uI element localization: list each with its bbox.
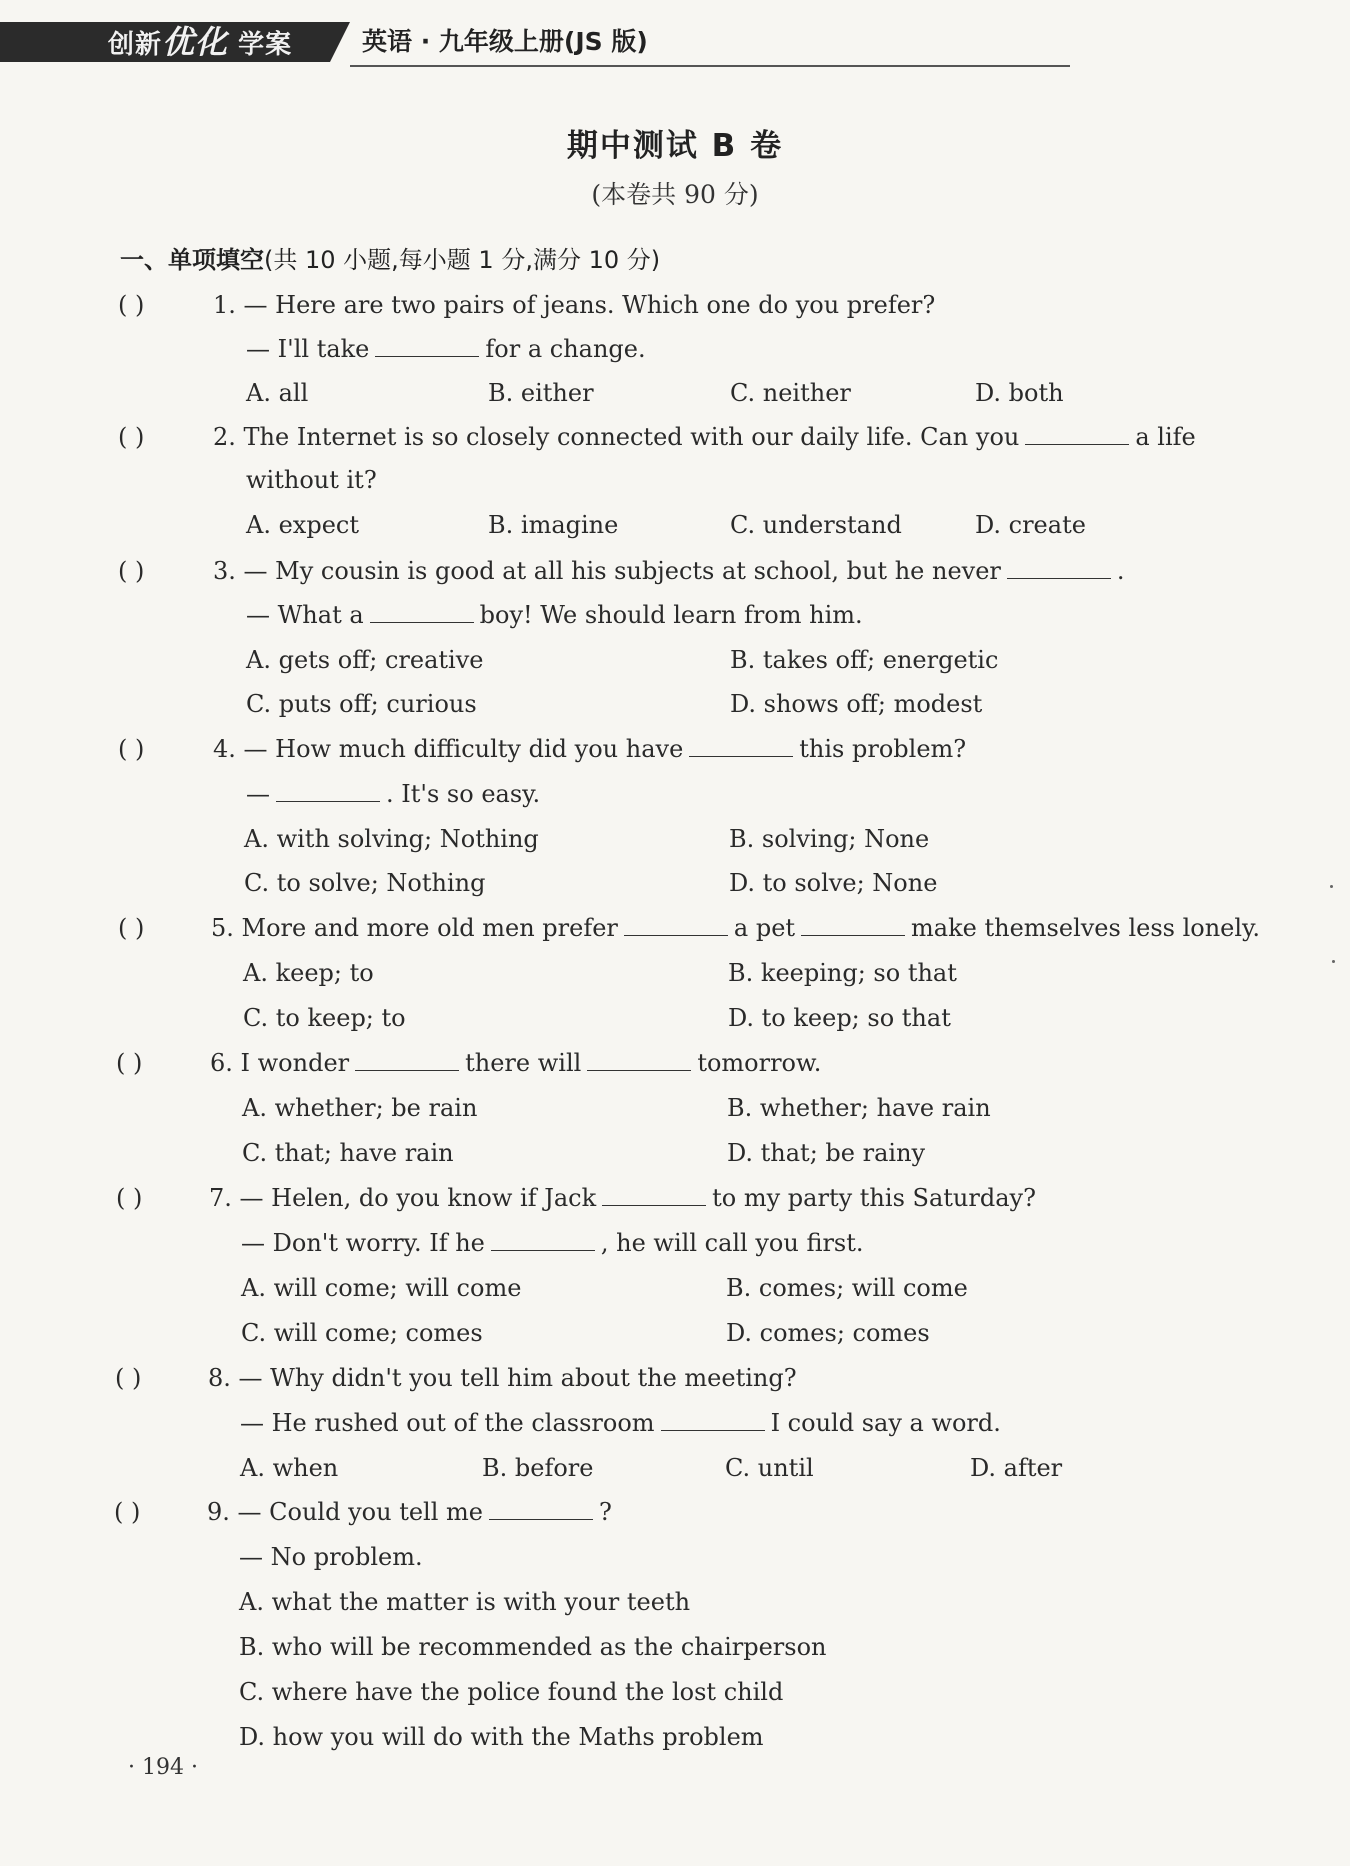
page-number: · 194 · <box>128 1755 198 1780</box>
q9-reply: — No problem. <box>239 1543 423 1571</box>
answer-paren-1[interactable]: ( ) <box>118 291 145 319</box>
q3-option-a[interactable]: A. gets off; creative <box>246 646 484 674</box>
q4-stem: 4. — How much difficulty did you have this problem? <box>213 735 967 763</box>
brand-logo: 创新优化 学案 <box>0 22 330 62</box>
answer-paren-6[interactable]: ( ) <box>116 1049 143 1077</box>
q7-option-d[interactable]: D. comes; comes <box>726 1319 930 1347</box>
answer-paren-9[interactable]: ( ) <box>114 1498 141 1526</box>
q1-option-b[interactable]: B. either <box>488 379 594 407</box>
page-header <box>0 22 1350 66</box>
blank <box>587 1048 691 1071</box>
book-title: 英语 · 九年级上册(JS 版) <box>362 27 648 56</box>
page-title: 期中测试 B 卷 <box>566 128 784 164</box>
blank <box>491 1228 595 1251</box>
q2-option-c[interactable]: C. understand <box>730 511 902 539</box>
blank <box>355 1048 459 1071</box>
blank <box>801 913 905 936</box>
q7-stem: 7. — Helen, do you know if Jack to my party this Saturday? <box>209 1184 1036 1212</box>
blank <box>624 913 728 936</box>
q8-option-a[interactable]: A. when <box>240 1454 339 1482</box>
q3-stem: 3. — My cousin is good at all his subjects at school, but he never . <box>213 557 1125 585</box>
q2-option-d[interactable]: D. create <box>975 511 1086 539</box>
answer-paren-8[interactable]: ( ) <box>115 1364 142 1392</box>
q3-reply: — What a boy! We should learn from him. <box>246 601 863 629</box>
q4-option-d[interactable]: D. to solve; None <box>729 869 938 897</box>
q6-stem: 6. I wonder there will tomorrow. <box>210 1049 822 1077</box>
brand-tab-decoration <box>330 22 350 62</box>
answer-paren-3[interactable]: ( ) <box>118 557 145 585</box>
q9-option-d[interactable]: D. how you will do with the Maths problem <box>239 1723 764 1751</box>
q7-reply: — Don't worry. If he , he will call you first. <box>241 1229 864 1257</box>
blank <box>689 734 793 757</box>
scan-speck <box>1332 960 1335 963</box>
q5-option-c[interactable]: C. to keep; to <box>243 1004 406 1032</box>
q8-option-c[interactable]: C. until <box>725 1454 814 1482</box>
q1-option-c[interactable]: C. neither <box>730 379 851 407</box>
blank <box>602 1183 706 1206</box>
blank <box>370 600 474 623</box>
q9-option-b[interactable]: B. who will be recommended as the chairperson <box>239 1633 827 1661</box>
q1-stem: 1. — Here are two pairs of jeans. Which one do you prefer? <box>213 291 936 319</box>
blank <box>1007 556 1111 579</box>
header-rule <box>350 65 1070 67</box>
blank <box>276 779 380 802</box>
q1-option-a[interactable]: A. all <box>246 379 309 407</box>
q8-stem: 8. — Why didn't you tell him about the meeting? <box>208 1364 797 1392</box>
q9-stem: 9. — Could you tell me ? <box>207 1498 612 1526</box>
section-heading: 一、单项填空(共 10 小题,每小题 1 分,满分 10 分) <box>120 246 661 274</box>
q2-stem: 2. The Internet is so closely connected with our daily life. Can you a life <box>213 423 1196 451</box>
q6-option-a[interactable]: A. whether; be rain <box>242 1094 478 1122</box>
q1-option-d[interactable]: D. both <box>975 379 1064 407</box>
page-subtitle: (本卷共 90 分) <box>591 180 759 209</box>
q7-option-c[interactable]: C. will come; comes <box>241 1319 483 1347</box>
q5-option-b[interactable]: B. keeping; so that <box>728 959 957 987</box>
blank <box>375 334 479 357</box>
q4-option-b[interactable]: B. solving; None <box>729 825 930 853</box>
q8-option-b[interactable]: B. before <box>482 1454 594 1482</box>
q8-option-d[interactable]: D. after <box>970 1454 1063 1482</box>
scan-speck <box>1330 885 1333 888</box>
q5-stem: 5. More and more old men prefer a pet make themselves less lonely. <box>211 914 1261 942</box>
q3-option-d[interactable]: D. shows off; modest <box>730 690 983 718</box>
answer-paren-4[interactable]: ( ) <box>118 735 145 763</box>
q9-option-a[interactable]: A. what the matter is with your teeth <box>239 1588 691 1616</box>
q3-option-b[interactable]: B. takes off; energetic <box>730 646 999 674</box>
q4-option-c[interactable]: C. to solve; Nothing <box>244 869 486 897</box>
blank <box>1025 422 1129 445</box>
blank <box>661 1408 765 1431</box>
q8-reply: — He rushed out of the classroom I could say a word. <box>240 1409 1001 1437</box>
answer-paren-7[interactable]: ( ) <box>116 1184 143 1212</box>
q6-option-b[interactable]: B. whether; have rain <box>727 1094 991 1122</box>
q1-reply: — I'll take for a change. <box>246 335 646 363</box>
answer-paren-5[interactable]: ( ) <box>118 914 145 942</box>
q5-option-d[interactable]: D. to keep; so that <box>728 1004 951 1032</box>
answer-paren-2[interactable]: ( ) <box>118 423 145 451</box>
blank <box>489 1497 593 1520</box>
q5-option-a[interactable]: A. keep; to <box>243 959 374 987</box>
q6-option-c[interactable]: C. that; have rain <box>242 1139 454 1167</box>
q9-option-c[interactable]: C. where have the police found the lost child <box>239 1678 784 1706</box>
q4-reply: — . It's so easy. <box>246 780 541 808</box>
q3-option-c[interactable]: C. puts off; curious <box>246 690 477 718</box>
q7-option-a[interactable]: A. will come; will come <box>241 1274 522 1302</box>
q2-option-b[interactable]: B. imagine <box>488 511 619 539</box>
q2-option-a[interactable]: A. expect <box>246 511 359 539</box>
q4-option-a[interactable]: A. with solving; Nothing <box>244 825 539 853</box>
q6-option-d[interactable]: D. that; be rainy <box>727 1139 926 1167</box>
q2-stem-cont: without it? <box>246 466 377 494</box>
q7-option-b[interactable]: B. comes; will come <box>726 1274 968 1302</box>
